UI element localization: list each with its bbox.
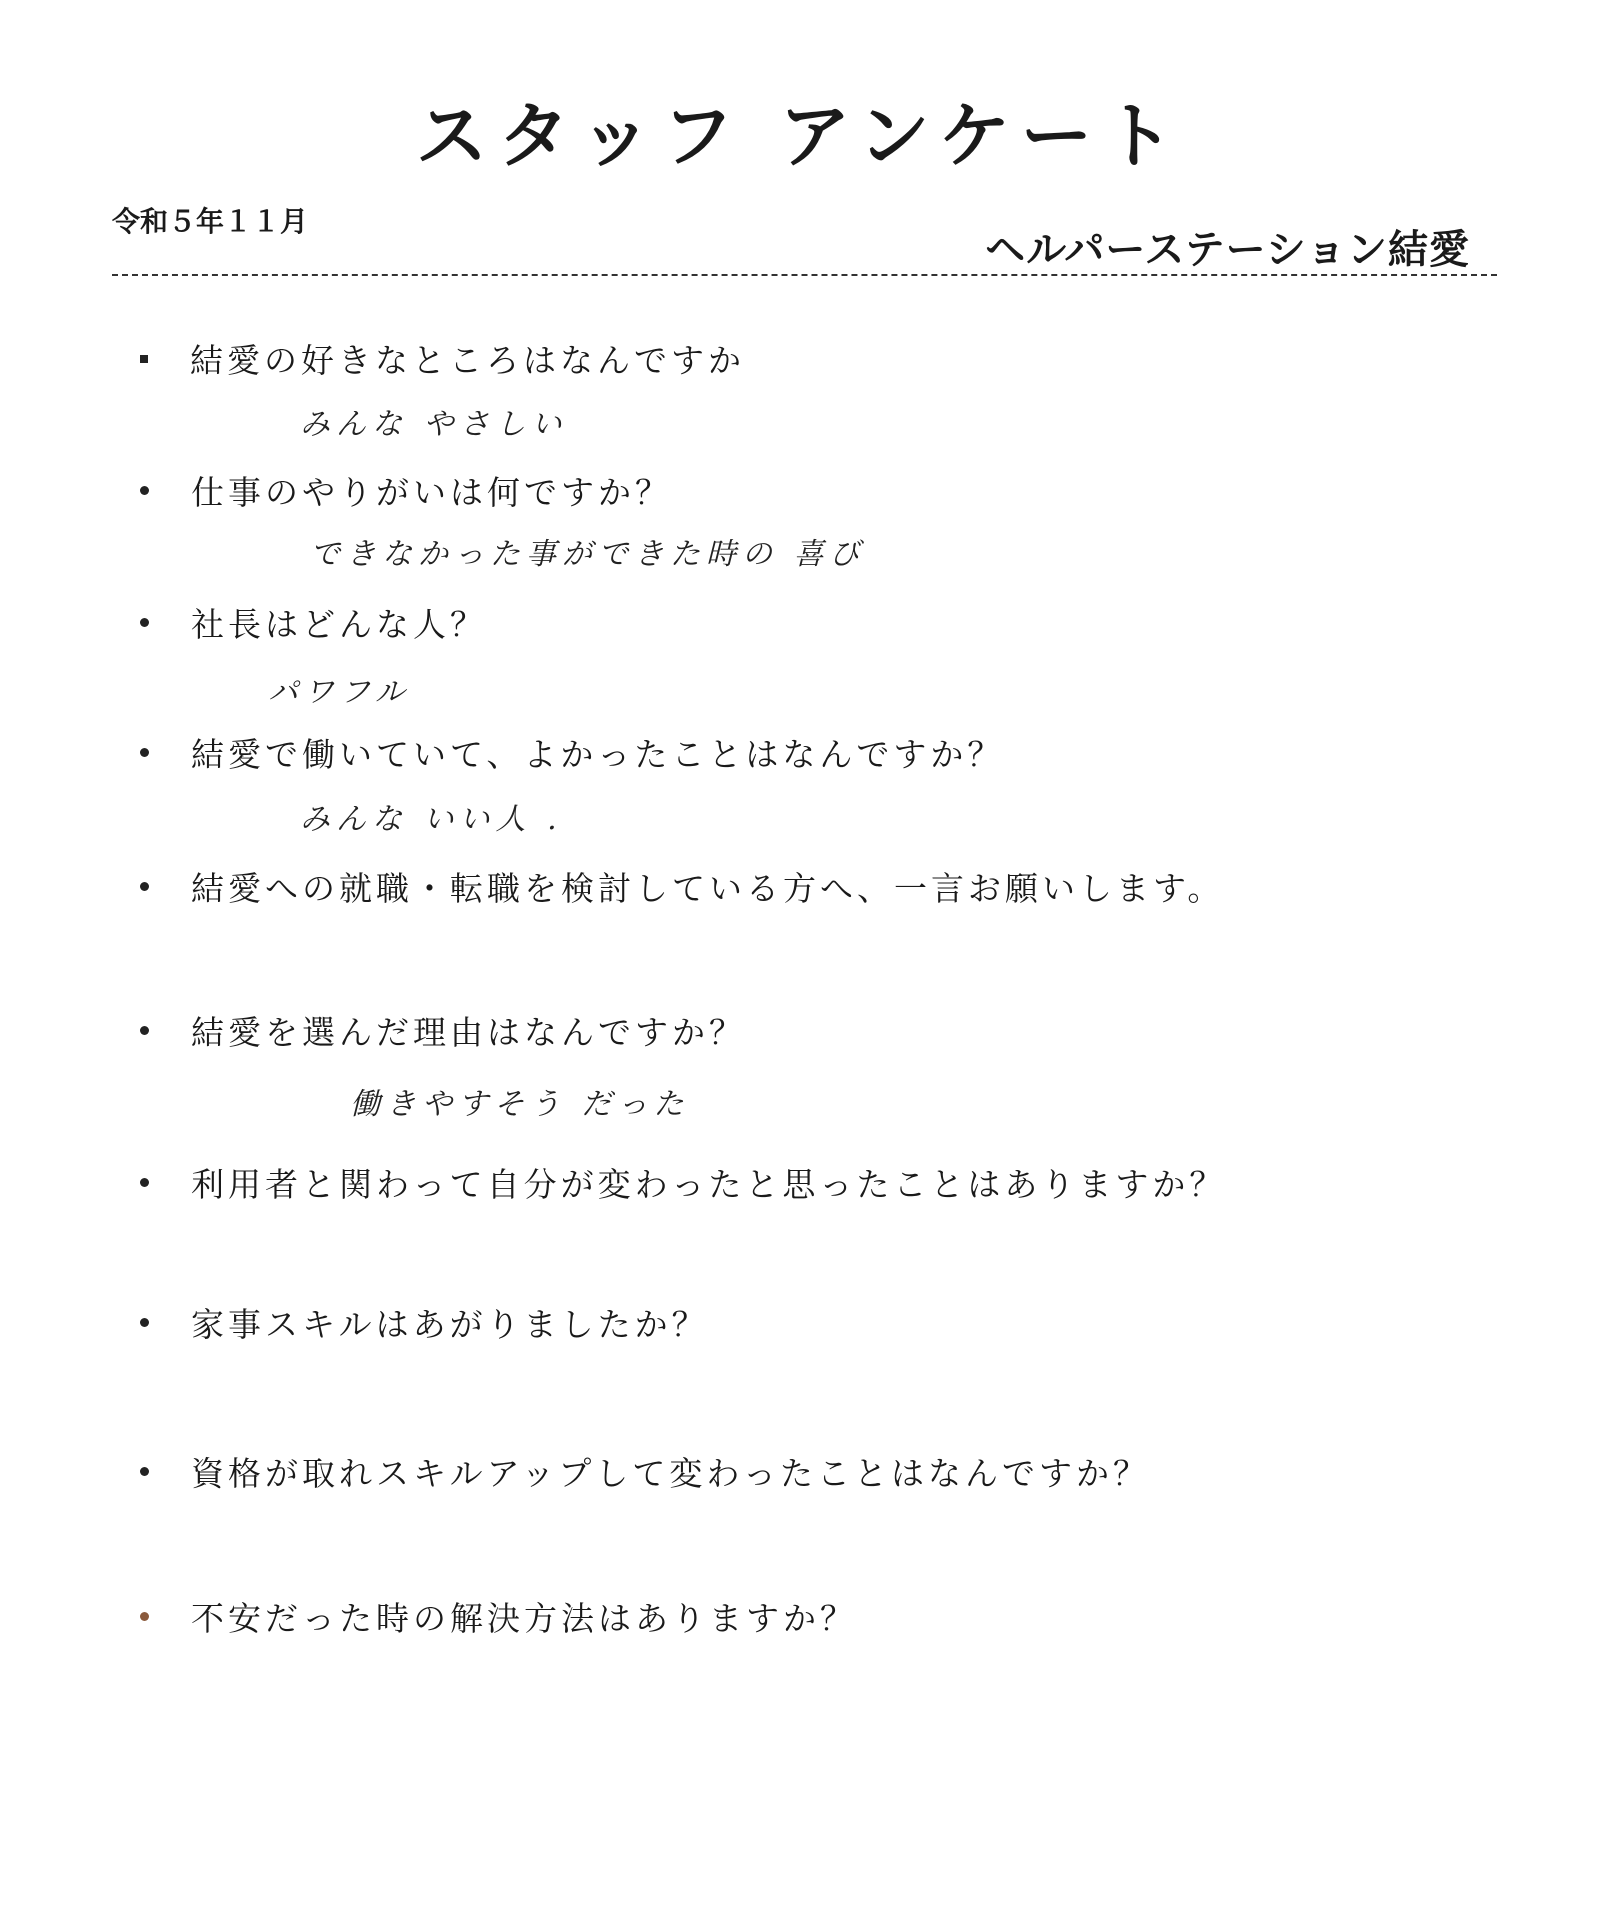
bullet-icon <box>140 1026 149 1035</box>
question-text: 仕事のやりがいは何ですか？ <box>191 473 672 512</box>
question-text: 不安だった時の解決方法はありますか？ <box>191 1599 857 1638</box>
bullet-icon <box>140 882 149 891</box>
handwritten-answer: みんな いい人 . <box>300 802 563 837</box>
question-text: 結愛で働いていて、よかったことはなんですか？ <box>191 735 1005 774</box>
bullet-icon <box>140 618 149 627</box>
question-item <box>140 1013 746 1052</box>
organization-name: ヘルパーステーション結愛 <box>985 227 1470 273</box>
bullet-icon <box>140 355 148 363</box>
question-text: 社長はどんな人？ <box>191 605 487 644</box>
bullet-icon <box>140 748 149 757</box>
bullet-icon <box>140 1178 149 1187</box>
handwritten-answer: 働きやすそう だった <box>350 1087 690 1122</box>
survey-date: 令和５年１１月 <box>112 205 309 238</box>
question-text: 結愛を選んだ理由はなんですか？ <box>191 1013 746 1052</box>
bullet-icon <box>140 1612 149 1621</box>
question-text: 資格が取れスキルアップして変わったことはなんですか？ <box>191 1454 1151 1493</box>
question-text: 家事スキルはあがりましたか？ <box>191 1305 709 1344</box>
question-item <box>140 735 1005 774</box>
bullet-icon <box>140 1467 149 1476</box>
question-text: 結愛への就職・転職を検討している方へ、一言お願いします。 <box>191 869 1225 908</box>
question-item <box>140 473 672 512</box>
question-item <box>140 869 1225 908</box>
question-item <box>140 1454 1151 1493</box>
handwritten-answer: パワフル <box>268 675 411 710</box>
handwritten-answer: みんな やさしい <box>300 407 568 442</box>
question-item <box>140 1305 709 1344</box>
handwritten-answer: できなかった事ができた時の 喜び <box>310 537 866 572</box>
page-title: スタッフ アンケート <box>415 94 1185 178</box>
question-item <box>140 1599 857 1638</box>
question-item <box>140 605 487 644</box>
bullet-icon <box>140 1318 149 1327</box>
question-item <box>140 1165 1227 1204</box>
header-divider <box>112 274 1497 276</box>
bullet-icon <box>140 486 149 495</box>
question-text: 結愛の好きなところはなんですか <box>190 341 745 380</box>
question-text: 利用者と関わって自分が変わったと思ったことはありますか？ <box>191 1165 1227 1204</box>
question-item <box>140 341 745 380</box>
